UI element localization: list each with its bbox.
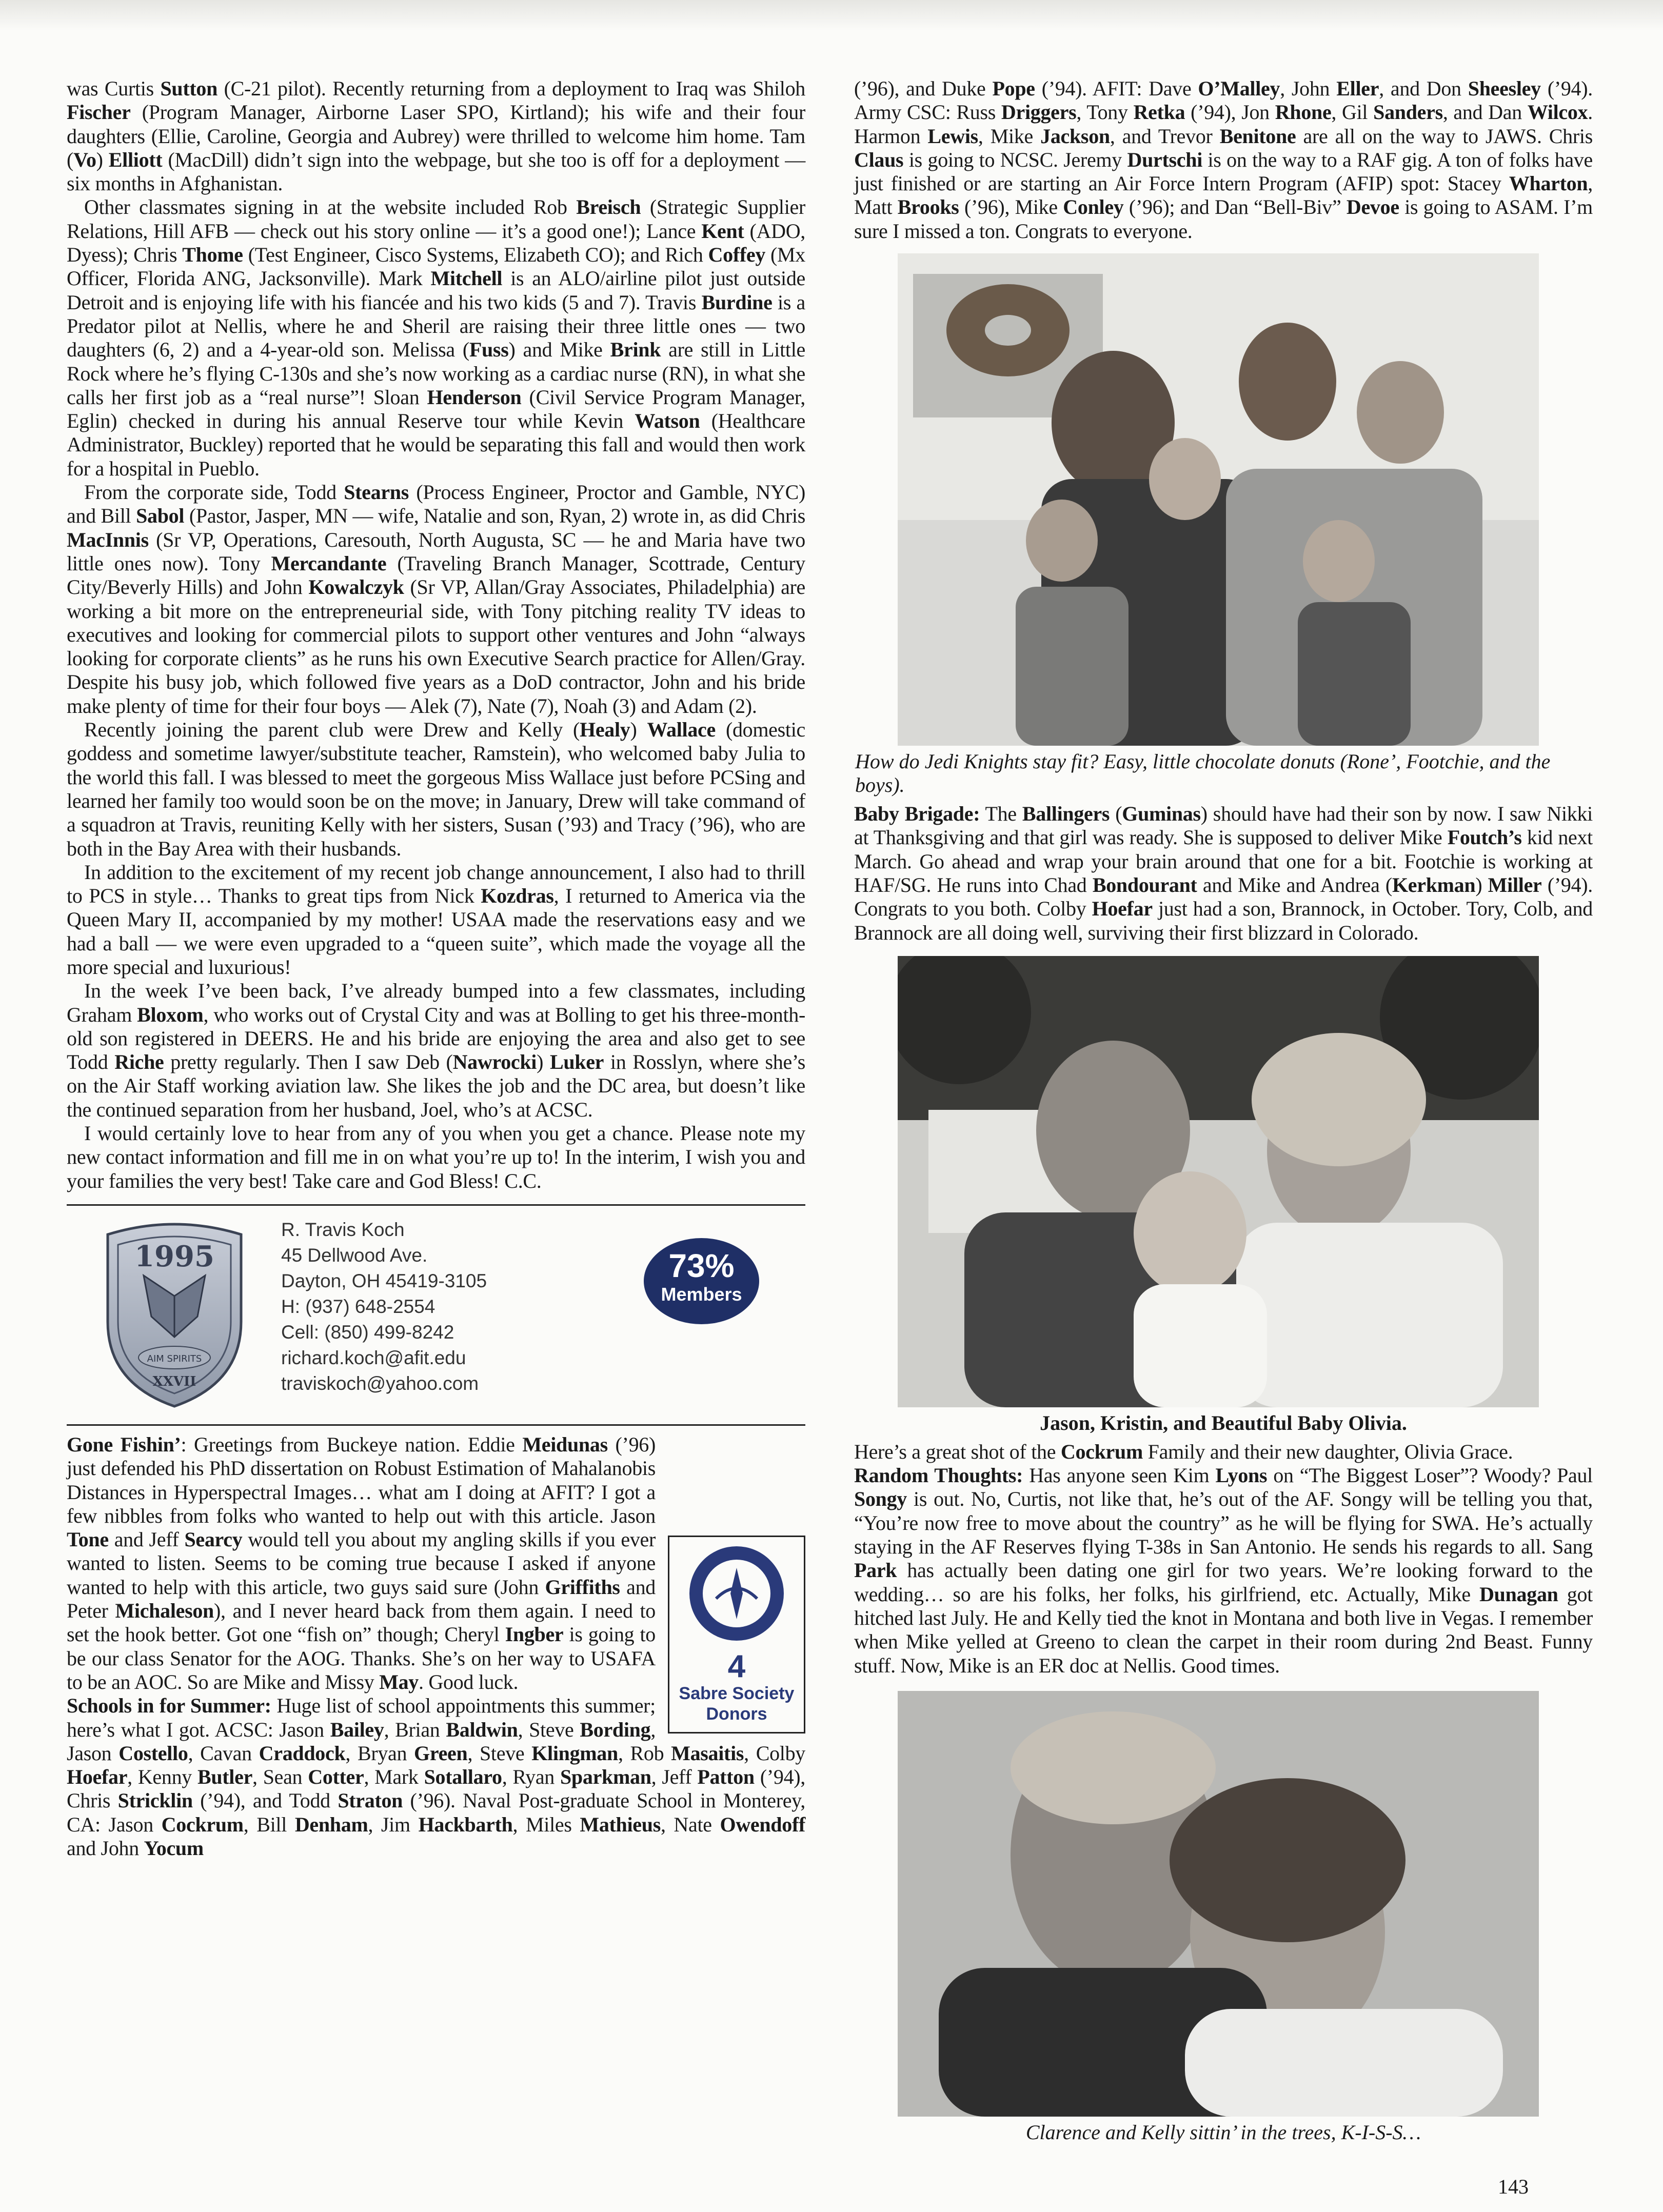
- bold-name: Wharton: [1509, 172, 1588, 195]
- left-column: [67, 77, 805, 1860]
- bold-name: Sheesley: [1468, 77, 1541, 100]
- bold-name: Green: [414, 1741, 468, 1765]
- svg-text:XXVII: XXVII: [152, 1373, 196, 1389]
- bold-name: Kent: [701, 219, 744, 243]
- bold-name: Baby Brigade:: [854, 802, 980, 826]
- membership-badge: [644, 1238, 759, 1324]
- bold-name: Mitchell: [430, 267, 503, 290]
- bold-name: Sanders: [1373, 101, 1443, 124]
- paragraph: I would certainly love to hear from any of you when you get a chance. Please note my new contact information and fill me in on what you’re up to! In the interim, I wish you and your families the very best! Take care and God Bless! C.C.: [67, 1122, 805, 1192]
- sabre-donor-label: Sabre Society Donors: [679, 1683, 795, 1724]
- bold-name: Guminas: [1122, 802, 1201, 826]
- bold-name: Baldwin: [446, 1718, 518, 1741]
- bold-name: Henderson: [427, 385, 522, 409]
- bold-name: Thome: [182, 243, 243, 267]
- bold-name: Mercandante: [271, 551, 387, 575]
- bold-name: Songy: [854, 1487, 907, 1511]
- bold-name: Foutch’s: [1447, 826, 1522, 849]
- bold-name: Devoe: [1346, 195, 1399, 219]
- class-crest-icon: [97, 1219, 251, 1409]
- bold-name: Ballingers: [1022, 802, 1110, 826]
- page-number: 143: [1498, 2175, 1529, 2198]
- bold-name: Craddock: [259, 1741, 346, 1765]
- photo-caption: How do Jedi Knights stay fit? Easy, little chocolate donuts (Rone’, Footchie, and the boys).: [855, 750, 1551, 797]
- paragraph: Schools in for Summer: Huge list of school appointments this summer; here’s what I got. ACSC: Jason Bailey, Brian Baldwin, Steve Bording, Jason Costello, Cavan Craddock, Bryan Green, Steve Klingman, Rob Masaitis, Colby Hoefar, Kenny Butler, Sean Cotter, Mark Sotallaro, Ryan Sparkman, Jeff Patton (’94), Chris Stricklin (’94), and Todd Straton (’96). Naval Post-graduate School in Monterey, CA: Jason Cockrum, Bill Denham, Jim Hackbarth, Miles Mathieus, Nate Owendoff and John Yocum: [67, 1694, 806, 1860]
- contact-info: [281, 1217, 487, 1397]
- bold-name: Coffey: [708, 243, 766, 267]
- contact-home-phone: H: (937) 648-2554: [281, 1296, 435, 1317]
- bold-name: Costello: [118, 1741, 188, 1765]
- bold-name: Hoefar: [1092, 897, 1153, 921]
- bold-name: Patton: [697, 1765, 755, 1789]
- bold-name: Gone Fishin’: [67, 1432, 181, 1456]
- sabre-donor-count: 4: [727, 1648, 746, 1684]
- bold-name: Mathieus: [580, 1812, 661, 1836]
- bold-name: Sutton: [160, 77, 218, 100]
- contact-email-work[interactable]: richard.koch@afit.edu: [281, 1347, 466, 1368]
- bold-name: Park: [854, 1559, 897, 1582]
- bold-name: Luker: [549, 1050, 604, 1074]
- bold-name: Yocum: [144, 1837, 204, 1860]
- paragraph: Gone Fishin’: Greetings from Buckeye nation. Eddie Meidunas (’96) just defended his PhD dissertation on Robust Estimation of Mahalanobis Distances in Hyperspectral Images… what am I doing at AFIT? I got a few nibbles from folks who wanted to help out with this article. Jason Tone and Jeff Searcy would tell you about my angling skills if you ever wanted to listen. Seems to be coming true because I asked if anyone wanted to help with this article, two guys said sure (John Griffiths and Peter Michaleson), and I never heard back from them again. I need to set the hook better. Got one “fish on” though; Cheryl Ingber is going to be our class Senator for the AOG. Thanks. She’s on her way to USAFA to be an AOC. So are Mike and Missy May. Good luck.: [67, 1432, 656, 1693]
- bold-name: Schools in for Summer:: [67, 1694, 271, 1718]
- bold-name: Vo: [73, 148, 96, 171]
- bold-name: Bailey: [330, 1718, 384, 1741]
- bold-name: Rhone: [1275, 101, 1332, 124]
- bold-name: Stearns: [344, 481, 409, 504]
- bold-name: Kowalczyk: [308, 575, 404, 599]
- bold-name: Driggers: [1001, 101, 1077, 124]
- contact-name: R. Travis Koch: [281, 1219, 405, 1240]
- bold-name: MacInnis: [67, 528, 149, 551]
- bold-name: Lyons: [1215, 1464, 1268, 1487]
- bold-name: Straton: [338, 1789, 403, 1812]
- bold-name: Elliott: [108, 148, 163, 171]
- bold-name: Sparkman: [560, 1765, 651, 1789]
- bold-name: Michaleson: [115, 1599, 214, 1623]
- photo-caption: Jason, Kristin, and Beautiful Baby Olivia.: [1040, 1411, 1407, 1434]
- membership-label: Members: [661, 1283, 742, 1305]
- bold-name: Burdine: [701, 290, 773, 314]
- bold-name: Breisch: [576, 195, 641, 219]
- bold-name: Healy: [580, 718, 630, 742]
- svg-text:1995: 1995: [134, 1239, 214, 1273]
- bold-name: Dunagan: [1479, 1582, 1558, 1606]
- bold-name: Durtschi: [1127, 148, 1203, 171]
- bold-name: Retka: [1133, 101, 1185, 124]
- bold-name: Klingman: [531, 1741, 618, 1765]
- bold-name: Brooks: [897, 195, 959, 219]
- bold-name: Kerkman: [1392, 873, 1476, 896]
- divider: [67, 1424, 805, 1426]
- contact-email-personal[interactable]: traviskoch@yahoo.com: [281, 1372, 479, 1394]
- bold-name: Claus: [854, 148, 904, 171]
- bold-name: Wallace: [647, 718, 716, 742]
- bold-name: Cockrum: [1060, 1440, 1143, 1463]
- contact-address-line1: 45 Dellwood Ave.: [281, 1244, 428, 1266]
- bold-name: Sabol: [136, 504, 185, 528]
- bold-name: Sotallaro: [424, 1765, 502, 1789]
- paragraph: Recently joining the parent club were Drew and Kelly (Healy) Wallace (domestic goddess and sometime lawyer/substitute teacher, Ramstein), who welcomed baby Julia to the world this fall. I was blessed to meet the gorgeous Miss Wallace just before PCSing and learned her family too would soon be on the move; in January, Drew will take command of a squadron at Travis, reuniting Kelly with her sisters, Susan (’93) and Tracy (’96), who are both in the Bay Area with their husbands.: [67, 718, 805, 860]
- bold-name: Ingber: [505, 1623, 564, 1646]
- bold-name: Owendoff: [720, 1812, 805, 1836]
- bold-name: Fuss: [469, 338, 509, 362]
- bold-name: Pope: [992, 77, 1035, 100]
- bold-name: Cotter: [308, 1765, 364, 1789]
- bold-name: Miller: [1488, 873, 1542, 896]
- svg-text:AIM SPIRITS: AIM SPIRITS: [147, 1353, 202, 1364]
- bold-name: Bondourant: [1092, 873, 1197, 896]
- paragraph: Here’s a great shot of the Cockrum Family and their new daughter, Olivia Grace.: [854, 1440, 1513, 1463]
- bold-name: Hoefar: [67, 1765, 128, 1789]
- bold-name: Wilcox: [1527, 101, 1588, 124]
- bold-name: Griffiths: [545, 1575, 620, 1599]
- bold-name: Stricklin: [117, 1789, 193, 1812]
- bold-name: Eller: [1336, 77, 1379, 100]
- divider: [67, 1204, 805, 1206]
- paragraph: In the week I’ve been back, I’ve already bumped into a few classmates, including Graham Bloxom, who works out of Crystal City and was at Bolling to get his three-month-old son registered in DEERS. He and his bride are enjoying the area and also get to see Todd Riche pretty regularly. Then I saw Deb (Nawrocki) Luker in Rosslyn, where she’s on the Air Staff working aviation law. She likes the job and the DC area, but doesn’t like the continued separation from her husband, Joel, who’s at ACSC.: [67, 979, 805, 1121]
- bold-name: Bloxom: [137, 1003, 204, 1026]
- bold-name: Brink: [610, 338, 661, 362]
- bold-name: Hackbarth: [418, 1812, 513, 1836]
- bold-name: Bording: [580, 1718, 651, 1741]
- lower-left-text: [67, 1433, 805, 1860]
- bold-name: Nawrocki: [452, 1050, 537, 1074]
- photo-fathers-and-sons: [898, 253, 1539, 746]
- bold-name: Riche: [114, 1050, 164, 1074]
- photo-jason-kristin-olivia: [898, 956, 1539, 1407]
- bold-name: Lewis: [927, 124, 978, 148]
- sabre-society-seal-icon: [685, 1542, 788, 1645]
- bold-name: May: [379, 1670, 419, 1693]
- bold-name: Jackson: [1040, 124, 1110, 148]
- photo-caption: Clarence and Kelly sittin’ in the trees, K-I-S-S…: [1025, 2120, 1421, 2144]
- class-contact-box: [67, 1210, 805, 1420]
- bold-name: Butler: [197, 1765, 253, 1789]
- contact-cell-phone: Cell: (850) 499-8242: [281, 1321, 454, 1343]
- bold-name: Benitone: [1219, 124, 1296, 148]
- paragraph: Baby Brigade: The Ballingers (Guminas) should have had their son by now. I saw Nikki at Thanksgiving and that girl was ready. She is supposed to deliver Mike Foutch’s kid next March. Go ahead and wrap your brain around that one for a bit. Footchie is working at HAF/SG. He runs into Chad Bondourant and Mike and Andrea (Kerkman) Miller (’94). Congrats to you both. Colby Hoefar just had a son, Brannock, in October. Tory, Colb, and Brannock are all doing well, surviving their first blizzard in Colorado.: [854, 802, 1593, 944]
- bold-name: Cockrum: [161, 1812, 244, 1836]
- bold-name: Meidunas: [522, 1432, 608, 1456]
- membership-percent: 73%: [668, 1247, 735, 1284]
- scan-top-edge: [0, 0, 1663, 31]
- photo-clarence-and-kelly: [898, 1691, 1539, 2117]
- bold-name: Random Thoughts:: [854, 1464, 1023, 1487]
- paragraph: Other classmates signing in at the website included Rob Breisch (Strategic Supplier Relations, Hill AFB — check out his story online — it’s a good one!); Lance Kent (ADO, Dyess); Chris Thome (Test Engineer, Cisco Systems, Elizabeth CO); and Rich Coffey (Mx Officer, Florida ANG, Jacksonville). Mark Mitchell is an ALO/airline pilot just outside Detroit and is enjoying life with his fiancée and his two kids (5 and 7). Travis Burdine is a Predator pilot at Nellis, where he and Sheril are raising their three little ones — two daughters (6, 2) and a 4-year-old son. Melissa (Fuss) and Mike Brink are still in Little Rock where he’s flying C-130s and she’s now working as a cardiac nurse (RN), in what she calls her first job as a “real nurse”! Sloan Henderson (Civil Service Program Manager, Eglin) checked in during his annual Reserve tour while Kevin Watson (Healthcare Administrator, Buckley) reported that he would be separating this fall and would then work for a hospital in Pueblo.: [67, 195, 806, 480]
- bold-name: Tone: [67, 1528, 109, 1551]
- sabre-society-box: [668, 1536, 805, 1733]
- paragraph: In addition to the excitement of my recent job change announcement, I also had to thrill to PCS in style… Thanks to great tips from Nick Kozdras, I returned to America via the Queen Mary II, accompanied by my mother! USAA made the reservations easy and we had a ball — we were even upgraded to a “queen suite”, which made the voyage all the more special and luxurious!: [67, 860, 805, 979]
- paragraph: From the corporate side, Todd Stearns (Process Engineer, Proctor and Gamble, NYC) and Bill Sabol (Pastor, Jasper, MN — wife, Natalie and son, Ryan, 2) wrote in, as did Chris MacInnis (Sr VP, Operations, Caresouth, North Augusta, SC — he and Maria have two little ones now). Tony Mercandante (Traveling Branch Manager, Scottrade, Century City/Beverly Hills) and John Kowalczyk (Sr VP, Allan/Gray Associates, Philadelphia) are working a bit more on the entrepreneurial side, with Tony pitching reality TV ideas to executives and looking for commercial pilots to support other ventures and John “always looking for corporate clients” as he runs his own Executive Search practice for Allen/Gray. Despite his busy job, which followed five years as a DoD contractor, John and his bride make plenty of time for their four boys — Alek (7), Nate (7), Noah (3) and Adam (2).: [67, 481, 805, 718]
- paragraph: Random Thoughts: Has anyone seen Kim Lyons on “The Biggest Loser”? Woody? Paul Songy is out. No, Curtis, not like that, he’s out of the AF. Songy will be telling you that, “You’re now free to move about the country” as he will be flying for SWA. He’s actually staying in the AF Reserves flying T-38s in San Antonio. He sends his regards to all. Sang Park has actually been dating one girl for two years. We’re looking forward to the wedding… so are his folks, her folks, his girlfriend, etc. Actually, Mike Dunagan got hitched last July. He and Kelly tied the knot in Montana and both live in Vegas. I remember when Mike yelled at Greeno to clean the carpet in their room during 2nd Beast. Funny stuff. Now, Mike is an ER doc at Nellis. Good times.: [854, 1464, 1593, 1677]
- bold-name: Fischer: [67, 101, 131, 124]
- paragraph: was Curtis Sutton (C-21 pilot). Recently returning from a deployment to Iraq was Shiloh Fischer (Program Manager, Airborne Laser SPO, Kirtland); his wife and their four daughters (Ellie, Caroline, Georgia and Aubrey) were thrilled to welcome him home. Tam (Vo) Elliott (MacDill) didn’t sign into the webpage, but she too is off for a deployment — six months in Afghanistan.: [67, 77, 805, 195]
- bold-name: Kozdras: [481, 884, 554, 908]
- bold-name: Denham: [294, 1812, 368, 1836]
- bold-name: Masaitis: [671, 1741, 744, 1765]
- bold-name: Conley: [1063, 195, 1124, 219]
- bold-name: O’Malley: [1198, 77, 1280, 100]
- bold-name: Searcy: [184, 1528, 243, 1551]
- paragraph: (’96), and Duke Pope (’94). AFIT: Dave O’Malley, John Eller, and Don Sheesley (’94). Army CSC: Russ Driggers, Tony Retka (’94), Jon Rhone, Gil Sanders, and Dan Wilcox. Harmon Lewis, Mike Jackson, and Trevor Benitone are all on the way to JAWS. Chris Claus is going to NCSC. Jeremy Durtschi is on the way to a RAF gig. A ton of folks have just finished or are starting an Air Force Intern Program (AFIP) spot: Stacey Wharton, Matt Brooks (’96), Mike Conley (’96); and Dan “Bell-Biv” Devoe is going to ASAM. I’m sure I missed a ton. Congrats to everyone.: [854, 77, 1593, 243]
- contact-address-line2: Dayton, OH 45419-3105: [281, 1270, 487, 1291]
- right-column: [854, 77, 1593, 2144]
- bold-name: Watson: [635, 409, 700, 433]
